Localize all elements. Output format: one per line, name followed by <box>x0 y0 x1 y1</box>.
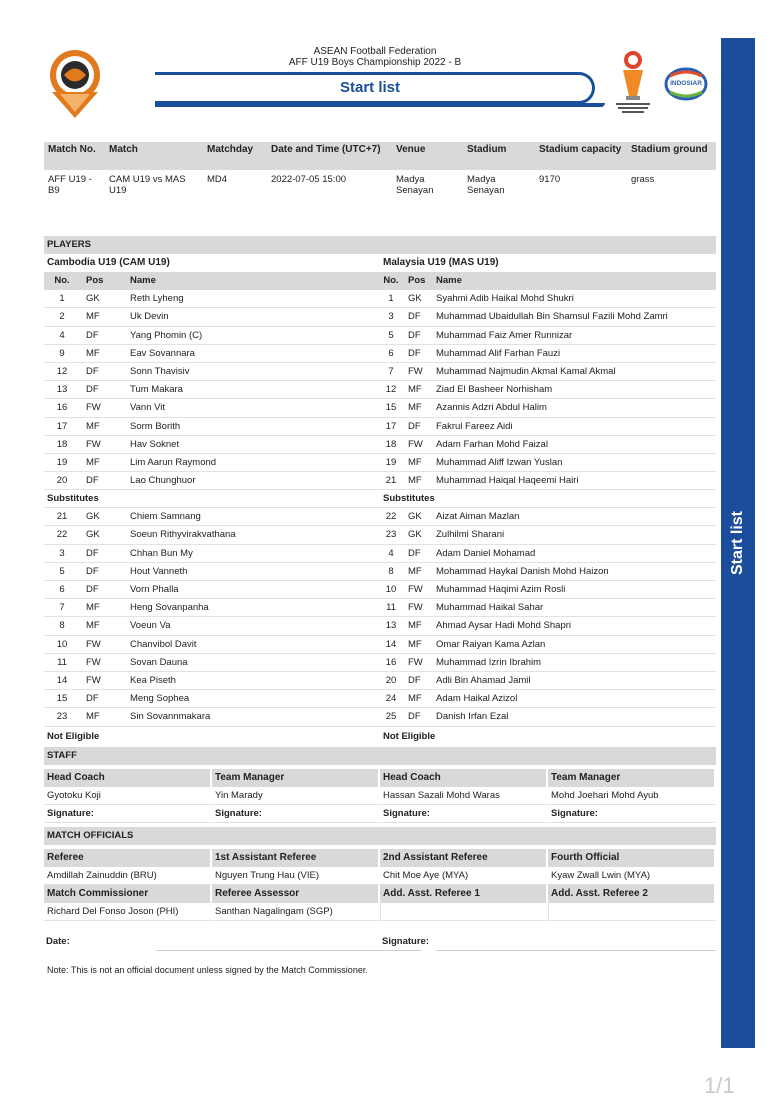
player-name: Vann Vit <box>130 402 166 414</box>
player-row <box>380 545 716 563</box>
officials-value-cell <box>548 903 716 921</box>
player-row <box>44 636 380 654</box>
player-row <box>44 690 380 708</box>
player-row <box>44 526 380 544</box>
home-team-name: Cambodia U19 (CAM U19) <box>47 257 170 268</box>
player-name: Sorm Borith <box>130 420 181 432</box>
player-name: Muhammad Haikal Sahar <box>436 602 544 614</box>
player-number: 23 <box>385 529 397 541</box>
signature-label: Signature: <box>382 936 429 947</box>
staff-signature-label: Signature: <box>380 805 548 823</box>
player-number: 14 <box>385 638 397 650</box>
officials-header-cell: Fourth Official <box>548 849 716 867</box>
player-number: 1 <box>388 293 394 305</box>
player-number: 18 <box>56 438 68 450</box>
player-row <box>380 636 716 654</box>
player-name: Ahmad Aysar Hadi Mohd Shapri <box>436 620 572 632</box>
player-row <box>44 418 380 436</box>
staff-header-cell: Head Coach <box>44 769 212 787</box>
player-name: Hav Soknet <box>130 438 180 450</box>
player-position: GK <box>86 293 100 305</box>
home-team-list <box>44 254 380 745</box>
player-number: 22 <box>385 511 397 523</box>
player-name: Adli Bin Ahamad Jamil <box>436 674 531 686</box>
match-value-cell: Madya Senayan <box>467 174 505 196</box>
title-underline <box>155 103 605 107</box>
match-header-cell: Matchday <box>207 144 254 155</box>
player-position: MF <box>86 311 100 323</box>
player-number: 3 <box>59 547 65 559</box>
player-number: 16 <box>56 402 68 414</box>
officials-header-cell: Add. Asst. Referee 1 <box>380 885 548 903</box>
match-value-cell: CAM U19 vs MAS U19 <box>109 174 186 196</box>
player-position: GK <box>86 529 100 541</box>
player-position: DF <box>86 693 99 705</box>
player-number: 4 <box>59 329 65 341</box>
player-row <box>380 308 716 326</box>
player-position: MF <box>408 638 422 650</box>
player-name: Chhan Bun My <box>130 547 193 559</box>
player-number: 24 <box>385 693 397 705</box>
staff-section-label: STAFF <box>44 747 716 765</box>
player-position: MF <box>86 620 100 632</box>
player-position: DF <box>86 565 99 577</box>
player-name: Chiem Samnang <box>130 511 201 523</box>
match-value-cell: 2022-07-05 15:00 <box>271 174 347 185</box>
officials-header-cell: 1st Assistant Referee <box>212 849 380 867</box>
player-number: 15 <box>56 693 68 705</box>
player-number: 11 <box>386 602 396 614</box>
match-value-cell: AFF U19 - B9 <box>48 174 92 196</box>
player-number: 6 <box>59 584 65 595</box>
col-header-no: No. <box>54 275 70 286</box>
player-number: 20 <box>385 674 397 686</box>
player-number: 21 <box>385 475 397 487</box>
player-name: Reth Lyheng <box>130 293 184 305</box>
player-name: Lao Chunghuor <box>130 475 196 487</box>
player-number: 13 <box>385 620 397 632</box>
player-name: Azannis Adzri Abdul Halim <box>436 402 547 414</box>
staff-value-cell: Mohd Joehari Mohd Ayub <box>548 787 716 805</box>
col-header-pos: Pos <box>86 275 104 286</box>
player-row <box>44 581 380 599</box>
player-position: MF <box>86 602 100 614</box>
player-name: Sin Sovannmakara <box>130 711 211 723</box>
player-row <box>44 345 380 363</box>
player-row <box>380 290 716 308</box>
match-value-cell: Madya Senayan <box>396 174 434 196</box>
player-name: Muhammad Najmudin Akmal Kamal Akmal <box>436 365 616 377</box>
player-name: Danish Irfan Ezal <box>436 711 509 723</box>
player-name: Soeun Rithyvirakvathana <box>130 529 236 541</box>
player-row <box>44 654 380 672</box>
federation-heading <box>260 46 490 68</box>
player-name: Sovan Dauna <box>130 656 188 668</box>
player-name: Hout Vanneth <box>130 565 188 577</box>
player-row <box>380 381 716 399</box>
page-number: 1/1 <box>704 1073 735 1096</box>
away-team-list <box>380 254 716 745</box>
player-row <box>44 472 380 490</box>
player-name: Muhammad Haqimi Azim Rosli <box>436 584 566 595</box>
footer-signature-row <box>46 936 718 952</box>
player-name: Syahmi Adib Haikal Mohd Shukri <box>436 293 574 305</box>
match-info-table <box>44 142 716 200</box>
player-name: Sonn Thavisiv <box>130 365 190 377</box>
player-name: Aizat Aiman Mazlan <box>436 511 520 523</box>
home-subs-label: Substitutes <box>44 490 380 508</box>
staff-signature-label: Signature: <box>548 805 716 823</box>
player-row <box>44 399 380 417</box>
player-name: Meng Sophea <box>130 693 190 705</box>
player-number: 8 <box>388 565 394 577</box>
player-row <box>380 599 716 617</box>
player-row <box>380 345 716 363</box>
player-number: 10 <box>56 638 68 650</box>
player-number: 16 <box>385 656 397 668</box>
officials-value-cell: Amdillah Zainuddin (BRU) <box>44 867 212 885</box>
player-position: DF <box>408 711 421 723</box>
player-number: 5 <box>59 565 65 577</box>
officials-value-cell <box>380 903 548 921</box>
player-position: MF <box>408 693 422 705</box>
player-position: GK <box>408 529 422 541</box>
player-position: DF <box>86 384 99 396</box>
player-row <box>380 327 716 345</box>
championship-logo <box>610 48 656 118</box>
home-column-headers <box>44 272 380 290</box>
player-position: DF <box>86 584 99 595</box>
player-number: 21 <box>56 511 68 523</box>
player-name: Muhammad Aliff Izwan Yuslan <box>436 456 563 468</box>
federation-name: ASEAN Football Federation <box>313 46 437 57</box>
officials-value-row-2 <box>44 903 716 921</box>
staff-header-row <box>44 769 716 787</box>
staff-value-cell: Hassan Sazali Mohd Waras <box>380 787 548 805</box>
away-starters <box>380 290 716 490</box>
player-position: FW <box>408 584 423 595</box>
player-position: DF <box>86 365 99 377</box>
player-position: MF <box>408 475 422 487</box>
player-number: 19 <box>56 456 68 468</box>
player-row <box>380 363 716 381</box>
match-header-cell: Venue <box>396 144 426 155</box>
player-name: Eav Sovannara <box>130 347 195 359</box>
player-position: FW <box>86 638 101 650</box>
col-header-name: Name <box>130 275 156 286</box>
player-name: Muhammad Izrin Ibrahim <box>436 656 542 668</box>
player-row <box>380 581 716 599</box>
player-name: Omar Raiyan Kama Azlan <box>436 638 546 650</box>
staff-signature-label: Signature: <box>44 805 212 823</box>
player-number: 5 <box>388 329 394 341</box>
away-substitutes <box>380 508 716 726</box>
player-name: Vorn Phalla <box>130 584 179 595</box>
staff-value-cell: Yin Marady <box>212 787 380 805</box>
player-row <box>44 363 380 381</box>
asean-football-federation-logo <box>46 48 104 120</box>
player-number: 17 <box>56 420 68 432</box>
player-position: FW <box>86 674 101 686</box>
player-position: MF <box>408 384 422 396</box>
player-name: Heng Sovanpanha <box>130 602 209 614</box>
players-section-label: PLAYERS <box>44 236 716 254</box>
match-header-cell: Stadium <box>467 144 507 155</box>
player-row <box>380 472 716 490</box>
col-header-name: Name <box>436 275 462 286</box>
player-name: Ziad El Basheer Norhisham <box>436 384 553 396</box>
player-position: DF <box>408 420 421 432</box>
player-position: FW <box>408 656 423 668</box>
player-number: 15 <box>385 402 397 414</box>
page-title: Start list <box>339 79 400 96</box>
player-row <box>380 454 716 472</box>
player-position: FW <box>408 438 423 450</box>
player-number: 4 <box>388 547 394 559</box>
player-position: MF <box>86 711 100 723</box>
player-number: 18 <box>385 438 397 450</box>
player-name: Fakrul Fareez Aidi <box>436 420 513 432</box>
player-number: 7 <box>59 602 65 614</box>
away-subs-label: Substitutes <box>380 490 716 508</box>
player-position: DF <box>408 329 421 341</box>
player-number: 19 <box>385 456 397 468</box>
player-position: GK <box>408 511 422 523</box>
player-row <box>380 672 716 690</box>
player-row <box>380 654 716 672</box>
player-position: FW <box>408 365 423 377</box>
player-number: 12 <box>56 365 68 377</box>
document-page: ASEAN Football Federation AFF U19 Boys Championship 2022 - B Start list INDOSIAR Start list Match No. Match Matchday Date and Time (UTC+7) Venue Stadium Stadium capacity Stadium ground AFF U19 - B9 CAM U19 vs MAS U19 MD4 2022-07-05 15:00 Madya Senayan Madya Senayan 9170 grass PLAYERS Cambodia U19 (CAM U19) No. Pos Name 1 GK Reth Lyheng 2 MF Uk Devin 4 DF Yang Phomin (C) 9 MF Eav Sovannara 12 DF Sonn Thavisiv 13 DF Tum Makara 16 FW Vann Vit 17 MF Sorm Borith 18 FW Hav Soknet 19 MF Lim Aarun Raymond 20 DF Lao Chunghuor Substitutes 21 GK Chiem Samnang 22 GK Soeun Rithyvirakvathana 3 DF Chhan Bun My 5 DF Hout Vanneth 6 DF Vorn Phalla 7 MF Heng Sovanpanha 8 MF Voeun Va 10 FW Chanvibol Davit 11 FW Sovan Dauna 14 FW Kea Piseth 15 DF Meng Sophea 23 MF Sin Sovannmakara Not Eligible Malaysia U19 (MAS U19) No. Pos Name 1 GK Syahmi Adib Haikal Mohd Shukri 3 DF Muhammad Ubaidullah Bin Shamsul Fazili Mohd Zamri 5 DF Muhammad Faiz Amer Runnizar 6 DF Muhammad Alif Farhan Fauzi 7 FW Muhammad Najmudin Akmal Kamal Akmal 12 MF Ziad El Basheer Norhisham 15 MF Azannis Adzri Abdul Halim 17 DF Fakrul Fareez Aidi 18 FW Adam Farhan Mohd Faizal 19 MF Muhammad Aliff Izwan Yuslan 21 MF Muhammad Haiqal Haqeemi Hairi Substitutes 22 GK Aizat Aiman Mazlan 23 GK Zulhilmi Sharani 4 DF Adam Daniel Mohamad 8 MF Mohammad Haykal Danish Mohd Haizon 10 FW Muhammad Haqimi Azim Rosli 11 FW Muhammad Haikal Sahar 13 MF Ahmad Aysar Hadi Mohd Shapri 14 MF Omar Raiyan Kama Azlan 16 FW Muhammad Izrin Ibrahim 20 DF Adli Bin Ahamad Jamil 24 MF Adam Haikal Azizol 25 DF Danish Irfan Ezal Not Eligible STAFF Head Coach Team Manager Head Coach Team Manager Gyotoku Koji Yin Marady Hassan Sazali Mohd Waras Mohd Joehari Mohd Ayub Signature: Signature: Signature: Signature: MATCH OFFICIALS Referee 1st Assistant Referee 2nd Assistant Referee Fourth Official Amdillah Zainuddin (BRU) Nguyen Trung Hau (VIE) Chit Moe Aye (MYA) Kyaw Zwall Lwin (MYA) Match Commissioner Referee Assessor Add. Asst. Referee 1 Add. Asst. Referee 2 Richard Del Fonso Joson (PHI) Santhan Nagalingam (SGP) Date: Signature: Note: This is not an official document unless signed by the Match Commissioner. 1/1 <box>0 0 780 1096</box>
staff-signature-label: Signature: <box>212 805 380 823</box>
player-name: Adam Haikal Azizol <box>436 693 518 705</box>
officials-value-cell: Richard Del Fonso Joson (PHI) <box>44 903 212 921</box>
match-header-cell: Match <box>109 144 138 155</box>
player-row <box>44 290 380 308</box>
player-row <box>380 617 716 635</box>
staff-header-cell: Team Manager <box>212 769 380 787</box>
officials-value-row-1 <box>44 867 716 885</box>
player-position: MF <box>408 565 422 577</box>
player-position: MF <box>408 402 422 414</box>
officials-value-cell: Nguyen Trung Hau (VIE) <box>212 867 380 885</box>
match-header-cell: Stadium ground <box>631 144 708 155</box>
staff-signature-row <box>44 805 716 823</box>
date-label: Date: <box>46 936 70 947</box>
player-row <box>380 708 716 726</box>
player-row <box>380 563 716 581</box>
officials-value-cell: Chit Moe Aye (MYA) <box>380 867 548 885</box>
player-number: 8 <box>59 620 65 632</box>
match-header-cell: Match No. <box>48 144 96 155</box>
player-row <box>44 508 380 526</box>
player-position: DF <box>86 547 99 559</box>
player-position: MF <box>86 420 100 432</box>
staff-header-cell: Team Manager <box>548 769 716 787</box>
officials-header-cell: Referee Assessor <box>212 885 380 903</box>
player-name: Mohammad Haykal Danish Mohd Haizon <box>436 565 609 577</box>
player-number: 20 <box>56 475 68 487</box>
staff-value-row <box>44 787 716 805</box>
player-row <box>44 381 380 399</box>
player-name: Uk Devin <box>130 311 169 323</box>
player-name: Adam Farhan Mohd Faizal <box>436 438 548 450</box>
player-name: Muhammad Haiqal Haqeemi Hairi <box>436 475 579 487</box>
player-number: 9 <box>59 347 65 359</box>
player-position: DF <box>86 475 99 487</box>
player-position: MF <box>408 456 422 468</box>
player-row <box>44 454 380 472</box>
player-position: GK <box>408 293 422 305</box>
officials-value-cell: Santhan Nagalingam (SGP) <box>212 903 380 921</box>
player-name: Chanvibol Davit <box>130 638 197 650</box>
date-line <box>156 950 421 951</box>
player-name: Muhammad Faiz Amer Runnizar <box>436 329 573 341</box>
officials-value-cell: Kyaw Zwall Lwin (MYA) <box>548 867 716 885</box>
player-number: 2 <box>59 311 65 323</box>
player-name: Muhammad Ubaidullah Bin Shamsul Fazili Mohd Zamri <box>436 311 668 323</box>
player-name: Zulhilmi Sharani <box>436 529 505 541</box>
player-position: FW <box>408 602 423 614</box>
officials-header-cell: Add. Asst. Referee 2 <box>548 885 716 903</box>
officials-header-row-2 <box>44 885 716 903</box>
player-number: 1 <box>59 293 65 305</box>
match-header-cell: Stadium capacity <box>539 144 622 155</box>
disclaimer-note: Note: This is not an official document unless signed by the Match Commissioner. <box>47 965 368 975</box>
match-value-row <box>44 170 716 200</box>
player-name: Tum Makara <box>130 384 183 396</box>
player-row <box>380 399 716 417</box>
player-row <box>44 599 380 617</box>
player-number: 7 <box>388 365 394 377</box>
teams-container <box>44 254 716 745</box>
player-row <box>44 672 380 690</box>
player-position: DF <box>408 311 421 323</box>
player-name: Lim Aarun Raymond <box>130 456 217 468</box>
match-value-cell: MD4 <box>207 174 228 185</box>
player-row <box>380 418 716 436</box>
player-row <box>380 690 716 708</box>
player-position: GK <box>86 511 100 523</box>
player-name: Yang Phomin (C) <box>130 329 203 341</box>
player-number: 6 <box>388 347 394 359</box>
match-header-cell: Date and Time (UTC+7) <box>271 144 381 155</box>
col-header-no: No. <box>383 275 399 286</box>
col-header-pos: Pos <box>408 275 426 286</box>
player-row <box>380 436 716 454</box>
player-position: MF <box>86 347 100 359</box>
player-name: Adam Daniel Mohamad <box>436 547 536 559</box>
player-number: 10 <box>385 584 397 595</box>
player-number: 22 <box>56 529 68 541</box>
player-number: 11 <box>57 656 67 668</box>
player-number: 13 <box>56 384 68 396</box>
player-position: FW <box>86 438 101 450</box>
player-position: DF <box>408 547 421 559</box>
player-position: DF <box>408 674 421 686</box>
player-number: 17 <box>385 420 397 432</box>
signature-line <box>436 950 716 951</box>
player-position: MF <box>408 620 422 632</box>
player-position: DF <box>86 329 99 341</box>
away-team-name: Malaysia U19 (MAS U19) <box>383 257 499 268</box>
player-number: 23 <box>56 711 68 723</box>
away-column-headers <box>380 272 716 290</box>
home-substitutes <box>44 508 380 726</box>
away-not-eligible-label: Not Eligible <box>383 730 436 742</box>
player-name: Muhammad Alif Farhan Fauzi <box>436 347 561 359</box>
broadcaster-logo-text: INDOSIAR <box>670 80 702 87</box>
match-header-row <box>44 142 716 170</box>
player-number: 3 <box>388 311 394 323</box>
player-name: Voeun Va <box>130 620 171 632</box>
player-row <box>380 526 716 544</box>
officials-section-label: MATCH OFFICIALS <box>44 827 716 845</box>
player-position: MF <box>86 456 100 468</box>
match-value-cell: 9170 <box>539 174 561 185</box>
player-position: FW <box>86 656 101 668</box>
match-value-cell: grass <box>631 174 655 185</box>
officials-header-cell: Referee <box>44 849 212 867</box>
home-not-eligible-label: Not Eligible <box>47 730 100 742</box>
start-list-content <box>44 142 716 921</box>
player-row <box>44 617 380 635</box>
officials-header-row-1 <box>44 849 716 867</box>
player-row <box>44 327 380 345</box>
player-number: 14 <box>56 674 68 686</box>
officials-header-cell: Match Commissioner <box>44 885 212 903</box>
player-row <box>44 436 380 454</box>
championship-name: AFF U19 Boys Championship 2022 - B <box>288 57 462 68</box>
staff-value-cell: Gyotoku Koji <box>44 787 212 805</box>
player-name: Kea Piseth <box>130 674 176 686</box>
home-starters <box>44 290 380 490</box>
player-number: 25 <box>385 711 397 723</box>
player-row <box>44 308 380 326</box>
player-row <box>44 708 380 726</box>
staff-header-cell: Head Coach <box>380 769 548 787</box>
player-number: 12 <box>385 384 397 396</box>
player-row <box>44 563 380 581</box>
player-position: FW <box>86 402 101 414</box>
officials-header-cell: 2nd Assistant Referee <box>380 849 548 867</box>
player-position: DF <box>408 347 421 359</box>
player-row <box>380 508 716 526</box>
player-row <box>44 545 380 563</box>
